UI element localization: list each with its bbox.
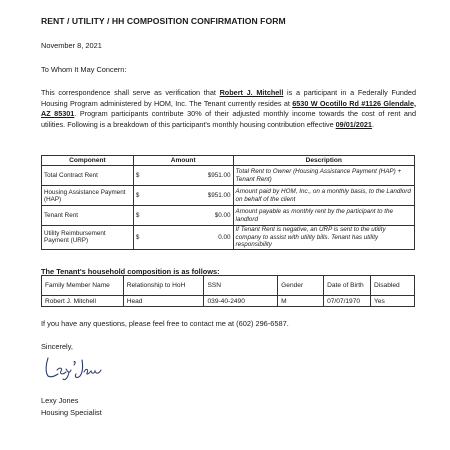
component-table-header <box>42 156 415 166</box>
household-title: The Tenant's household composition is as follows: <box>41 267 220 276</box>
sincerely-text: Sincerely, <box>41 342 73 351</box>
currency-sign: $ <box>135 233 140 241</box>
currency-sign: $ <box>135 192 140 199</box>
member-disabled: Yes <box>371 296 415 307</box>
para-text-2: is a participant in a Federally Funded Housing Program administered by HOM, Inc. The Tenant currently resides at <box>41 88 416 108</box>
verification-paragraph <box>41 88 416 130</box>
member-ssn: 039-40-2490 <box>204 296 278 307</box>
tenant-address: 6530 W Ocotillo Rd #1126 Glendale, AZ 85301 <box>41 98 416 119</box>
header-gender: Gender <box>278 276 324 296</box>
component-amount <box>133 166 233 186</box>
header-disabled: Disabled <box>371 276 415 296</box>
component-name: Total Contract Rent <box>42 166 134 186</box>
salutation: To Whom It May Concern: <box>41 65 127 74</box>
form-title: RENT / UTILITY / HH COMPOSITION CONFIRMATION FORM <box>41 16 286 26</box>
household-table <box>41 275 415 307</box>
component-amount <box>133 226 233 250</box>
para-text-3: . Program participants contribute 30% of their adjusted monthly income towards the cost of rent and utilities. Following is a breakdown of this participant's monthly housing contribution effective <box>41 109 416 129</box>
component-table <box>41 155 415 250</box>
component-name: Housing Assistance Payment (HAP) <box>42 186 134 206</box>
closing-text: If you have any questions, please feel free to contact me at (602) 296-6587. <box>41 319 289 328</box>
header-ssn: SSN <box>204 276 278 296</box>
amount-value: $0.00 <box>214 212 231 219</box>
component-description: If Tenant Rent is negative, an URP is sent to the utility company to assist with utility bills. Tenant has utility responsibility <box>233 226 414 250</box>
currency-sign: $ <box>135 172 140 179</box>
household-table-header <box>42 276 415 296</box>
component-description: Amount paid by HOM, Inc., on a monthly basis, to the Landlord on behalf of the client <box>233 186 414 206</box>
amount-value: $951.00 <box>207 172 231 179</box>
component-description: Total Rent to Owner (Housing Assistance Payment (HAP) + Tenant Rent) <box>233 166 414 186</box>
header-description: Description <box>233 156 414 166</box>
signer-name: Lexy Jones <box>41 396 79 405</box>
effective-date: 09/01/2021 <box>335 119 372 129</box>
component-name: Tenant Rent <box>42 206 134 226</box>
member-name: Robert J. Mitchell <box>42 296 124 307</box>
para-text-4: . <box>371 119 374 129</box>
signer-title: Housing Specialist <box>41 408 102 417</box>
para-text-1: This correspondence shall serve as verification that <box>41 88 220 97</box>
currency-sign: $ <box>135 212 140 219</box>
table-row <box>42 296 415 307</box>
table-row <box>42 226 415 250</box>
header-amount: Amount <box>133 156 233 166</box>
amount-value: $951.00 <box>207 192 231 199</box>
table-row <box>42 166 415 186</box>
component-name: Utility Reimbursement Payment (URP) <box>42 226 134 250</box>
component-amount <box>133 186 233 206</box>
component-description: Amount payable as monthly rent by the participant to the landlord <box>233 206 414 226</box>
participant-name: Robert J. Mitchell <box>219 88 284 97</box>
member-relationship: Head <box>123 296 204 307</box>
table-row <box>42 206 415 226</box>
header-relationship: Relationship to HoH <box>123 276 204 296</box>
member-gender: M <box>278 296 324 307</box>
table-row <box>42 186 415 206</box>
header-component: Component <box>42 156 134 166</box>
amount-value: 0.00 <box>218 233 231 241</box>
header-dob: Date of Birth <box>324 276 371 296</box>
handwritten-signature <box>42 352 106 384</box>
header-member-name: Family Member Name <box>42 276 124 296</box>
member-dob: 07/07/1970 <box>324 296 371 307</box>
component-amount <box>133 206 233 226</box>
letter-date: November 8, 2021 <box>41 41 102 50</box>
